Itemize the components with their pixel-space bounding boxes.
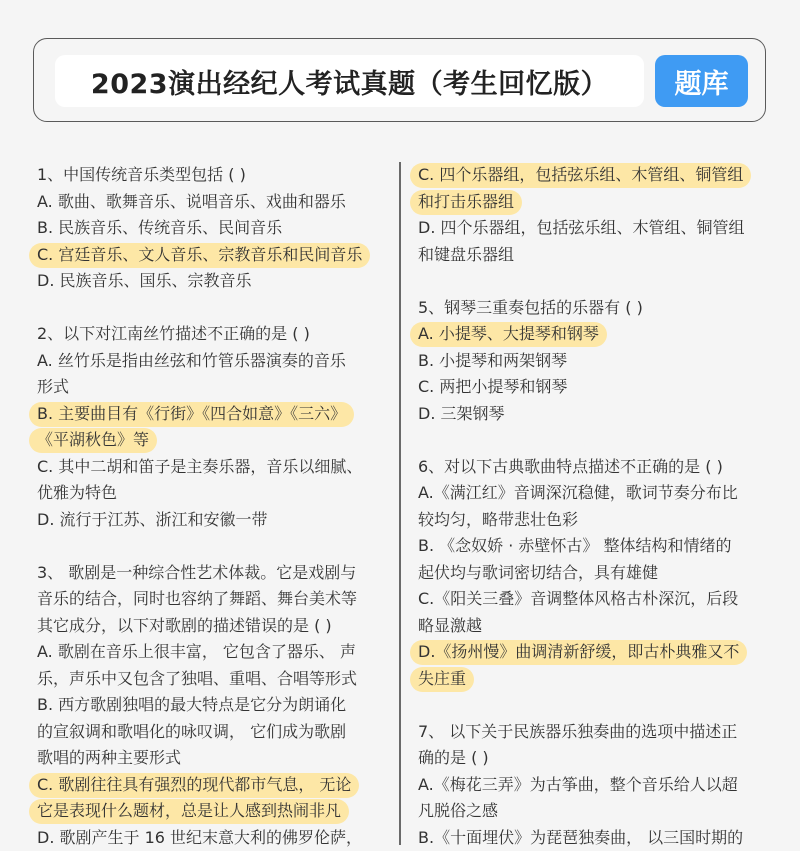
highlighted-answer: D.《扬州慢》曲调清新舒缓，即古朴典雅又不 [410, 640, 747, 665]
blank-line [418, 427, 770, 454]
question-text-line [418, 215, 770, 242]
question-text-line [37, 374, 389, 401]
highlighted-answer: A. 小提琴、大提琴和钢琴 [410, 322, 607, 347]
line-text: A. 丝竹乐是指由丝弦和竹管乐器演奏的音乐 [37, 351, 346, 370]
question-text-line [418, 242, 770, 269]
question-text-line [418, 745, 770, 772]
blank-line [37, 533, 389, 560]
line-text: B. 西方歌剧独唱的最大特点是它分为朗诵化 [37, 695, 346, 714]
question-text-line [418, 798, 770, 825]
question-text-line [37, 401, 389, 428]
line-text: C.《阳关三叠》音调整体风格古朴深沉，后段 [418, 589, 738, 608]
question-text-line [37, 613, 389, 640]
highlighted-answer: 和打击乐器组 [410, 190, 522, 215]
line-text: 凡脱俗之感 [418, 801, 498, 820]
question-text-line [37, 719, 389, 746]
line-text: A. 歌曲、歌舞音乐、说唱音乐、戏曲和器乐 [37, 192, 346, 211]
question-text-line [418, 189, 770, 216]
question-text-line [418, 401, 770, 428]
question-text-line [37, 745, 389, 772]
highlighted-answer: C. 宫廷音乐、文人音乐、宗教音乐和民间音乐 [29, 243, 370, 268]
line-text: 起伏均与歌词密切结合，具有雄健 [418, 563, 658, 582]
question-text-line [37, 560, 389, 587]
highlighted-answer: C. 歌剧往往具有强烈的现代都市气息， 无论 [29, 773, 359, 798]
question-bank-button[interactable]: 题库 [655, 55, 748, 107]
question-text-line [37, 215, 389, 242]
question-text-line [37, 798, 389, 825]
question-text-line [418, 454, 770, 481]
line-text: 的宣叙调和歌唱化的咏叹调， 它们成为歌剧 [37, 722, 346, 741]
highlighted-answer: 它是表现什么题材，总是让人感到热闹非凡 [29, 799, 349, 824]
question-text-line [418, 295, 770, 322]
line-text: 和键盘乐器组 [418, 245, 514, 264]
question-text-line [37, 666, 389, 693]
line-text: D. 流行于江苏、浙江和安徽一带 [37, 510, 268, 529]
line-text: 5、钢琴三重奏包括的乐器有 ( ) [418, 298, 643, 317]
column-divider [399, 162, 401, 845]
question-text-line [37, 427, 389, 454]
line-text: 形式 [37, 377, 69, 396]
question-text-line [37, 454, 389, 481]
highlighted-answer: B. 主要曲目有《行街》《四合如意》《三六》 [29, 402, 354, 427]
line-text: 其它成分，以下对歌剧的描述错误的是 ( ) [37, 616, 332, 635]
blank-line [37, 295, 389, 322]
line-text: C. 其中二胡和笛子是主奏乐器，音乐以细腻、 [37, 457, 362, 476]
line-text: 优雅为特色 [37, 483, 117, 502]
line-text: D. 歌剧产生于 16 世纪末意大利的佛罗伦萨， [37, 828, 362, 847]
highlighted-answer: 《平湖秋色》等 [29, 428, 157, 453]
line-text: 较均匀，略带悲壮色彩 [418, 510, 578, 529]
line-text: D. 民族音乐、国乐、宗教音乐 [37, 271, 252, 290]
line-text: D. 四个乐器组，包括弦乐组、木管组、铜管组 [418, 218, 745, 237]
question-text-line [37, 348, 389, 375]
line-text: 1、中国传统音乐类型包括 ( ) [37, 165, 246, 184]
question-text-line [418, 321, 770, 348]
question-text-line [37, 639, 389, 666]
question-text-line [37, 772, 389, 799]
page-title: 2023演出经纪人考试真题（考生回忆版） [55, 55, 644, 107]
line-text: A.《梅花三弄》为古筝曲，整个音乐给人以超 [418, 775, 738, 794]
highlighted-answer: C. 四个乐器组，包括弦乐组、木管组、铜管组 [410, 163, 751, 188]
question-text-line [37, 242, 389, 269]
question-text-line [37, 268, 389, 295]
line-text: B. 民族音乐、传统音乐、民间音乐 [37, 218, 282, 237]
line-text: 6、对以下古典歌曲特点描述不正确的是 ( ) [418, 457, 723, 476]
question-text-line [418, 613, 770, 640]
line-text: 略显激越 [418, 616, 482, 635]
question-text-line [37, 692, 389, 719]
question-text-line [418, 348, 770, 375]
question-text-line [37, 480, 389, 507]
question-text-line [418, 560, 770, 587]
line-text: 确的是 ( ) [418, 748, 489, 767]
question-text-line [418, 480, 770, 507]
blank-line [418, 692, 770, 719]
question-text-line [418, 719, 770, 746]
line-text: 2、以下对江南丝竹描述不正确的是 ( ) [37, 324, 310, 343]
question-text-line [418, 533, 770, 560]
line-text: 7、 以下关于民族器乐独奏曲的选项中描述正 [418, 722, 737, 741]
line-text: B. 《念奴娇 · 赤壁怀古》 整体结构和情绪的 [418, 536, 732, 555]
line-text: 音乐的结合，同时也容纳了舞蹈、舞台美术等 [37, 589, 357, 608]
question-text-line [418, 586, 770, 613]
question-text-line [37, 586, 389, 613]
line-text: A. 歌剧在音乐上很丰富， 它包含了器乐、 声 [37, 642, 356, 661]
line-text: C. 两把小提琴和钢琴 [418, 377, 567, 396]
question-text-line [418, 772, 770, 799]
question-text-line [418, 374, 770, 401]
line-text: B.《十面埋伏》为琵琶独奏曲， 以三国时期的 [418, 828, 743, 847]
line-text: 歌唱的两种主要形式 [37, 748, 181, 767]
line-text: 乐，声乐中又包含了独唱、重唱、合唱等形式 [37, 669, 357, 688]
question-text-line [37, 507, 389, 534]
question-text-line [418, 507, 770, 534]
question-text-line [37, 321, 389, 348]
question-text-line [37, 189, 389, 216]
question-text-line [418, 825, 770, 851]
question-text-line [418, 666, 770, 693]
blank-line [418, 268, 770, 295]
line-text: D. 三架钢琴 [418, 404, 505, 423]
line-text: B. 小提琴和两架钢琴 [418, 351, 567, 370]
line-text: A.《满江红》音调深沉稳健，歌词节奏分布比 [418, 483, 738, 502]
highlighted-answer: 失庄重 [410, 667, 474, 692]
right-column [418, 162, 770, 851]
question-text-line [418, 639, 770, 666]
question-text-line [418, 162, 770, 189]
question-text-line [37, 162, 389, 189]
question-text-line [37, 825, 389, 851]
line-text: 3、 歌剧是一种综合性艺术体裁。它是戏剧与 [37, 563, 356, 582]
left-column [37, 162, 389, 851]
